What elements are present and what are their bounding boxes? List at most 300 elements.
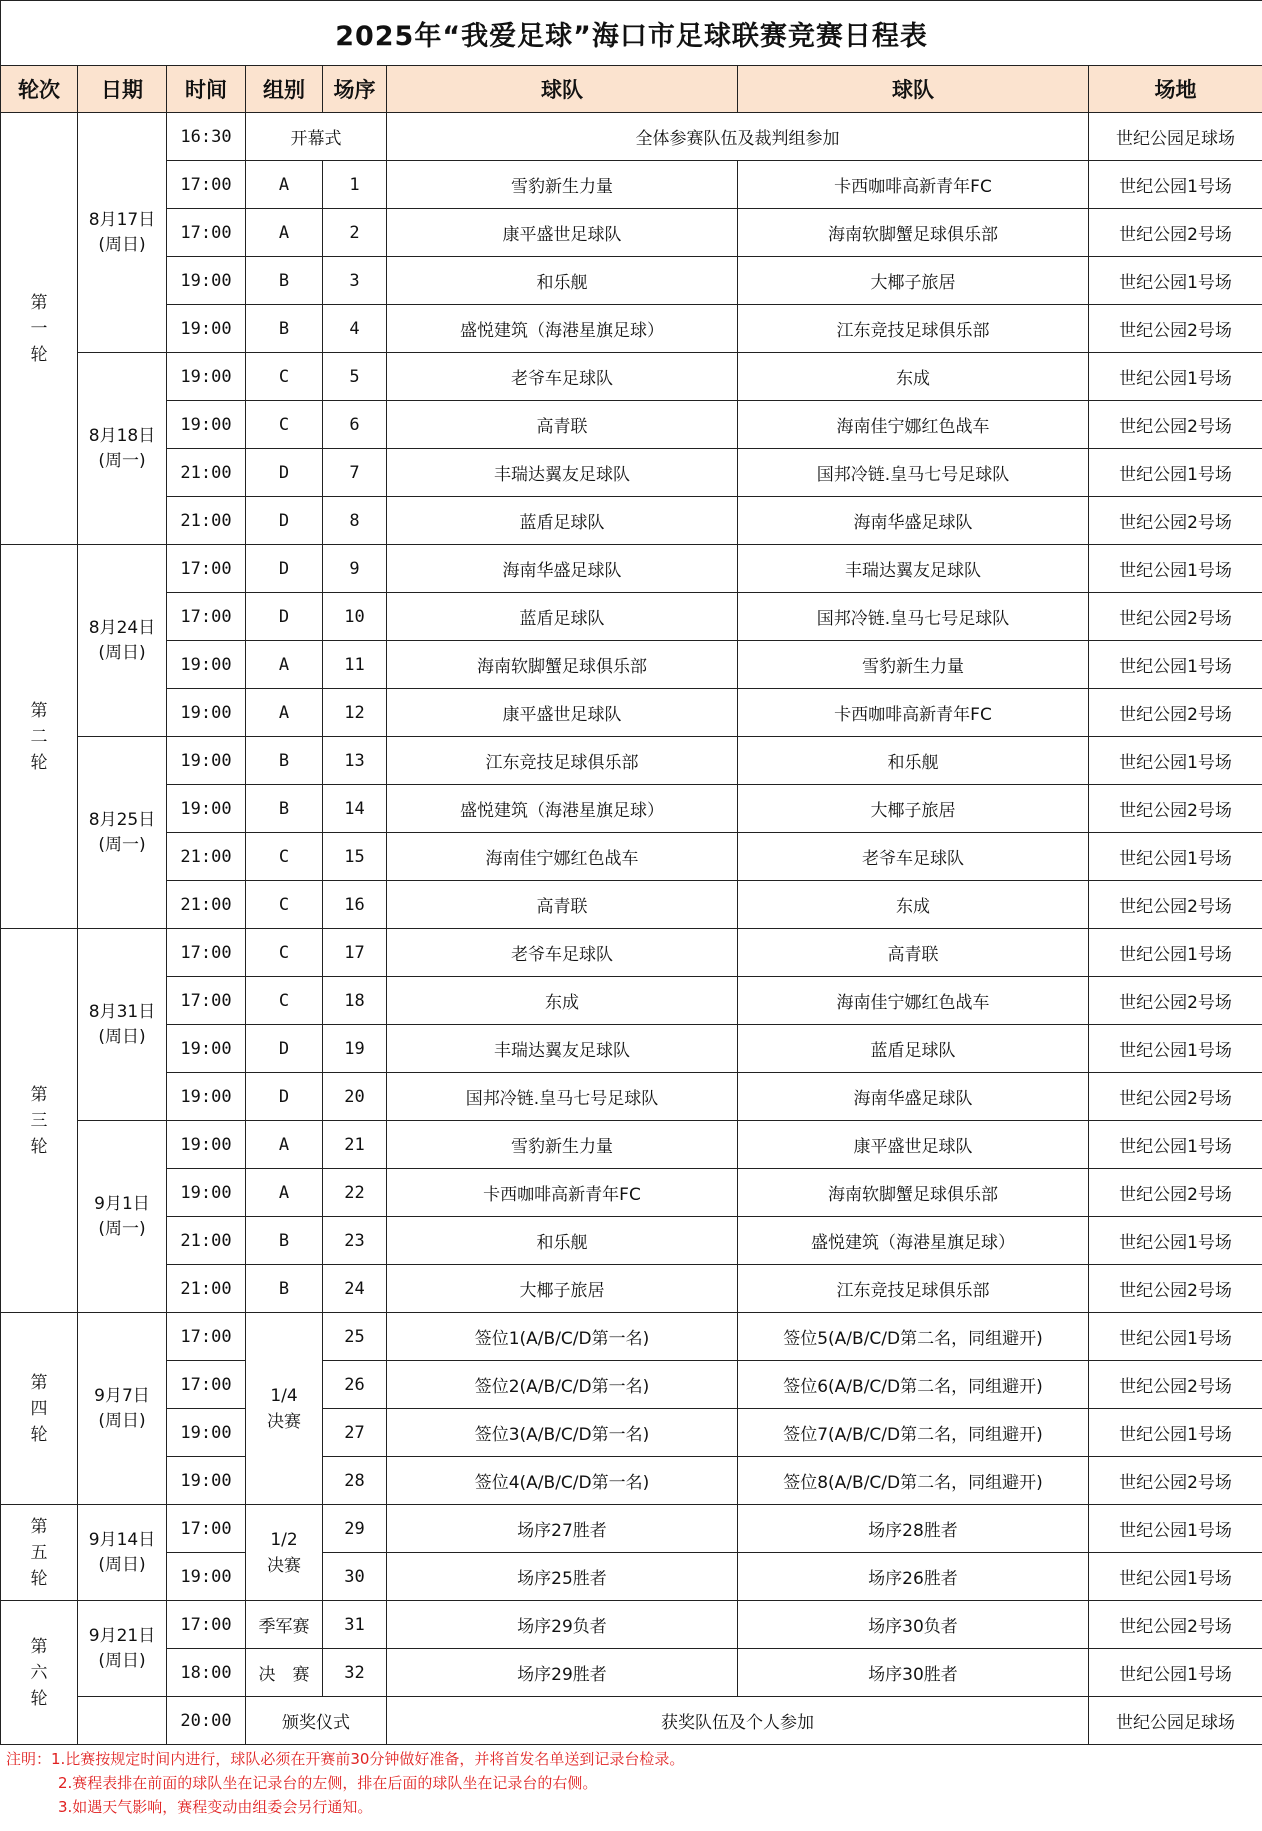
venue-cell: 世纪公园1号场 (1089, 1409, 1262, 1457)
venue-cell: 世纪公园1号场 (1089, 1025, 1262, 1073)
match-no-cell: 22 (323, 1169, 387, 1217)
round-char: 五 (30, 1542, 48, 1563)
match-no-cell: 5 (323, 353, 387, 401)
weekday-text: (周日) (98, 1650, 146, 1671)
round-char: 一 (30, 318, 48, 339)
venue-cell: 世纪公园1号场 (1089, 1553, 1262, 1601)
table-row (1, 209, 1262, 257)
event-participants: 全体参赛队伍及裁判组参加 (387, 113, 1089, 161)
round-label (1, 1313, 78, 1505)
match-no-cell: 17 (323, 929, 387, 977)
time-cell: 19:00 (167, 1073, 246, 1121)
team-b-cell: 海南华盛足球队 (738, 1073, 1089, 1121)
team-a-cell: 国邦冷链.皇马七号足球队 (387, 1073, 738, 1121)
round-label (1, 1601, 78, 1745)
match-no-cell: 28 (323, 1457, 387, 1505)
venue-cell: 世纪公园2号场 (1089, 785, 1262, 833)
table-row (1, 689, 1262, 737)
notes (0, 1747, 1262, 1819)
team-a-cell: 场序25胜者 (387, 1553, 738, 1601)
venue-cell: 世纪公园2号场 (1089, 497, 1262, 545)
venue-cell: 世纪公园2号场 (1089, 881, 1262, 929)
team-b-cell: 丰瑞达翼友足球队 (738, 545, 1089, 593)
time-cell: 21:00 (167, 1217, 246, 1265)
team-b-cell: 大椰子旅居 (738, 257, 1089, 305)
team-b-cell: 盛悦建筑（海港星旗足球） (738, 1217, 1089, 1265)
team-b-cell: 场序30负者 (738, 1601, 1089, 1649)
time-cell: 17:00 (167, 1601, 246, 1649)
note-line: 2.赛程表排在前面的球队坐在记录台的左侧，排在后面的球队坐在记录台的右侧。 (58, 1774, 598, 1792)
round-char: 轮 (30, 1136, 48, 1157)
table-row (1, 929, 1262, 977)
venue-cell: 世纪公园1号场 (1089, 1505, 1262, 1553)
team-a-cell: 蓝盾足球队 (387, 593, 738, 641)
time-cell: 21:00 (167, 1265, 246, 1313)
date-text: 8月24日 (88, 617, 156, 638)
group-cell: D (246, 545, 323, 593)
match-no-cell: 10 (323, 593, 387, 641)
venue-cell: 世纪公园1号场 (1089, 257, 1262, 305)
group-cell: B (246, 1265, 323, 1313)
team-b-cell: 江东竞技足球俱乐部 (738, 1265, 1089, 1313)
table-row (1, 257, 1262, 305)
round-char: 轮 (30, 1424, 48, 1445)
team-a-cell: 海南佳宁娜红色战车 (387, 833, 738, 881)
team-b-cell: 海南佳宁娜红色战车 (738, 401, 1089, 449)
venue-cell: 世纪公园2号场 (1089, 1601, 1262, 1649)
header-group: 组别 (246, 66, 323, 113)
time-cell: 20:00 (167, 1697, 246, 1745)
team-b-cell: 东成 (738, 881, 1089, 929)
stage-cell (246, 1505, 323, 1601)
time-cell: 17:00 (167, 161, 246, 209)
venue-cell: 世纪公园2号场 (1089, 1169, 1262, 1217)
table-row (1, 545, 1262, 593)
match-no-cell: 3 (323, 257, 387, 305)
table-row (1, 1073, 1262, 1121)
venue-cell: 世纪公园2号场 (1089, 1073, 1262, 1121)
header-match-no: 场序 (323, 66, 387, 113)
team-b-cell: 雪豹新生力量 (738, 641, 1089, 689)
table-row (1, 401, 1262, 449)
time-cell: 19:00 (167, 305, 246, 353)
team-a-cell: 蓝盾足球队 (387, 497, 738, 545)
weekday-text: (周一) (98, 1218, 146, 1239)
table-row (1, 1217, 1262, 1265)
team-b-cell: 老爷车足球队 (738, 833, 1089, 881)
table-row (1, 977, 1262, 1025)
table-row (1, 833, 1262, 881)
time-cell: 19:00 (167, 1025, 246, 1073)
weekday-text: (周日) (98, 234, 146, 255)
round-char: 第 (30, 1516, 48, 1537)
time-cell: 17:00 (167, 1313, 246, 1361)
team-a-cell: 大椰子旅居 (387, 1265, 738, 1313)
time-cell: 19:00 (167, 401, 246, 449)
team-a-cell: 签位4(A/B/C/D第一名) (387, 1457, 738, 1505)
header-row (1, 66, 1262, 113)
date-text: 8月31日 (88, 1001, 156, 1022)
table-row (1, 1265, 1262, 1313)
match-no-cell: 19 (323, 1025, 387, 1073)
group-cell: A (246, 1121, 323, 1169)
team-a-cell: 海南软脚蟹足球俱乐部 (387, 641, 738, 689)
table-row (1, 1409, 1262, 1457)
team-a-cell: 东成 (387, 977, 738, 1025)
time-cell: 21:00 (167, 497, 246, 545)
venue-cell: 世纪公园1号场 (1089, 929, 1262, 977)
date-cell (78, 1313, 167, 1505)
time-cell: 19:00 (167, 1553, 246, 1601)
team-b-cell: 大椰子旅居 (738, 785, 1089, 833)
team-b-cell: 场序28胜者 (738, 1505, 1089, 1553)
venue-cell: 世纪公园1号场 (1089, 641, 1262, 689)
group-cell: 季军赛 (246, 1601, 323, 1649)
table-row (1, 1505, 1262, 1553)
team-a-cell: 签位1(A/B/C/D第一名) (387, 1313, 738, 1361)
time-cell: 19:00 (167, 1457, 246, 1505)
time-cell: 19:00 (167, 1169, 246, 1217)
page-title: 2025年“我爱足球”海口市足球联赛竞赛日程表 (1, 1, 1262, 66)
time-cell: 16:30 (167, 113, 246, 161)
round-char: 第 (30, 1084, 48, 1105)
team-b-cell: 和乐舰 (738, 737, 1089, 785)
stage-text-bottom: 决赛 (267, 1411, 301, 1432)
time-cell: 17:00 (167, 209, 246, 257)
table-row (1, 881, 1262, 929)
team-a-cell: 签位2(A/B/C/D第一名) (387, 1361, 738, 1409)
round-char: 轮 (30, 752, 48, 773)
table-row-opening (1, 113, 1262, 161)
match-no-cell: 27 (323, 1409, 387, 1457)
group-cell: D (246, 497, 323, 545)
header-date: 日期 (78, 66, 167, 113)
date-cell (78, 929, 167, 1121)
team-a-cell: 和乐舰 (387, 257, 738, 305)
match-no-cell: 30 (323, 1553, 387, 1601)
venue-cell: 世纪公园1号场 (1089, 545, 1262, 593)
group-cell: A (246, 1169, 323, 1217)
time-cell: 19:00 (167, 785, 246, 833)
team-a-cell: 老爷车足球队 (387, 929, 738, 977)
date-cell (78, 113, 167, 353)
team-b-cell: 签位7(A/B/C/D第二名，同组避开) (738, 1409, 1089, 1457)
match-no-cell: 15 (323, 833, 387, 881)
match-no-cell: 29 (323, 1505, 387, 1553)
table-row-ceremony (1, 1697, 1262, 1745)
note-line: 3.如遇天气影响，赛程变动由组委会另行通知。 (58, 1798, 373, 1816)
header-round: 轮次 (1, 66, 78, 113)
venue-cell: 世纪公园1号场 (1089, 1649, 1262, 1697)
team-b-cell: 签位5(A/B/C/D第二名，同组避开) (738, 1313, 1089, 1361)
time-cell: 17:00 (167, 977, 246, 1025)
group-cell: B (246, 785, 323, 833)
date-text: 8月17日 (88, 209, 156, 230)
time-cell: 21:00 (167, 881, 246, 929)
venue-cell: 世纪公园1号场 (1089, 737, 1262, 785)
header-venue: 场地 (1089, 66, 1262, 113)
team-b-cell: 卡西咖啡高新青年FC (738, 689, 1089, 737)
round-char: 第 (30, 1636, 48, 1657)
table-row (1, 1649, 1262, 1697)
group-cell: C (246, 881, 323, 929)
date-cell (78, 1121, 167, 1313)
team-a-cell: 场序29负者 (387, 1601, 738, 1649)
team-b-cell: 签位6(A/B/C/D第二名，同组避开) (738, 1361, 1089, 1409)
team-a-cell: 雪豹新生力量 (387, 1121, 738, 1169)
match-no-cell: 13 (323, 737, 387, 785)
team-b-cell: 卡西咖啡高新青年FC (738, 161, 1089, 209)
group-cell: A (246, 689, 323, 737)
match-no-cell: 8 (323, 497, 387, 545)
match-no-cell: 26 (323, 1361, 387, 1409)
team-a-cell: 场序29胜者 (387, 1649, 738, 1697)
venue-cell: 世纪公园1号场 (1089, 1217, 1262, 1265)
group-cell: 决 赛 (246, 1649, 323, 1697)
match-no-cell: 14 (323, 785, 387, 833)
round-char: 四 (30, 1398, 48, 1419)
group-cell: D (246, 1073, 323, 1121)
stage-text-top: 1/4 (270, 1385, 298, 1406)
date-cell (78, 353, 167, 545)
match-no-cell: 23 (323, 1217, 387, 1265)
venue-cell: 世纪公园2号场 (1089, 1457, 1262, 1505)
match-no-cell: 31 (323, 1601, 387, 1649)
match-no-cell: 16 (323, 881, 387, 929)
table-row (1, 1025, 1262, 1073)
group-cell: C (246, 929, 323, 977)
team-b-cell: 海南华盛足球队 (738, 497, 1089, 545)
team-a-cell: 康平盛世足球队 (387, 209, 738, 257)
group-cell: B (246, 257, 323, 305)
date-cell (78, 737, 167, 929)
round-char: 轮 (30, 1688, 48, 1709)
round-label (1, 1505, 78, 1601)
table-row (1, 497, 1262, 545)
group-cell: A (246, 641, 323, 689)
venue-cell: 世纪公园1号场 (1089, 161, 1262, 209)
team-b-cell: 东成 (738, 353, 1089, 401)
time-cell: 21:00 (167, 449, 246, 497)
match-no-cell: 7 (323, 449, 387, 497)
venue-cell: 世纪公园2号场 (1089, 305, 1262, 353)
team-b-cell: 蓝盾足球队 (738, 1025, 1089, 1073)
date-text: 9月21日 (88, 1625, 156, 1646)
round-label (1, 113, 78, 545)
table-row (1, 1601, 1262, 1649)
round-char: 轮 (30, 344, 48, 365)
table-row (1, 1457, 1262, 1505)
team-a-cell: 丰瑞达翼友足球队 (387, 449, 738, 497)
weekday-text: (周日) (98, 1554, 146, 1575)
note-line: 注明：1.比赛按规定时间内进行，球队必须在开赛前30分钟做好准备，并将首发名单送到记录台检录。 (6, 1750, 685, 1768)
round-label (1, 929, 78, 1313)
team-a-cell: 康平盛世足球队 (387, 689, 738, 737)
table-row (1, 785, 1262, 833)
time-cell: 19:00 (167, 1121, 246, 1169)
venue-cell: 世纪公园足球场 (1089, 113, 1262, 161)
match-no-cell: 32 (323, 1649, 387, 1697)
table-row (1, 1313, 1262, 1361)
venue-cell: 世纪公园2号场 (1089, 977, 1262, 1025)
time-cell: 19:00 (167, 257, 246, 305)
team-a-cell: 盛悦建筑（海港星旗足球） (387, 785, 738, 833)
round-char: 轮 (30, 1568, 48, 1589)
table-row (1, 1121, 1262, 1169)
time-cell: 19:00 (167, 737, 246, 785)
header-team-b: 球队 (738, 66, 1089, 113)
date-text: 9月1日 (94, 1193, 150, 1214)
team-a-cell: 丰瑞达翼友足球队 (387, 1025, 738, 1073)
group-cell: C (246, 977, 323, 1025)
stage-text-bottom: 决赛 (267, 1555, 301, 1576)
weekday-text: (周日) (98, 642, 146, 663)
team-a-cell: 江东竞技足球俱乐部 (387, 737, 738, 785)
team-a-cell: 高青联 (387, 881, 738, 929)
match-no-cell: 1 (323, 161, 387, 209)
table-row (1, 593, 1262, 641)
header-time: 时间 (167, 66, 246, 113)
match-no-cell: 6 (323, 401, 387, 449)
table-row (1, 305, 1262, 353)
team-b-cell: 海南软脚蟹足球俱乐部 (738, 1169, 1089, 1217)
table-row (1, 353, 1262, 401)
date-text: 8月18日 (88, 425, 156, 446)
venue-cell: 世纪公园1号场 (1089, 1121, 1262, 1169)
weekday-text: (周日) (98, 1026, 146, 1047)
venue-cell: 世纪公园1号场 (1089, 353, 1262, 401)
venue-cell: 世纪公园1号场 (1089, 449, 1262, 497)
time-cell: 19:00 (167, 353, 246, 401)
venue-cell: 世纪公园2号场 (1089, 1361, 1262, 1409)
team-b-cell: 国邦冷链.皇马七号足球队 (738, 593, 1089, 641)
table-row (1, 641, 1262, 689)
time-cell: 19:00 (167, 1409, 246, 1457)
time-cell: 21:00 (167, 833, 246, 881)
group-cell: A (246, 209, 323, 257)
team-b-cell: 签位8(A/B/C/D第二名，同组避开) (738, 1457, 1089, 1505)
group-cell: D (246, 1025, 323, 1073)
time-cell: 18:00 (167, 1649, 246, 1697)
match-no-cell: 18 (323, 977, 387, 1025)
team-a-cell: 卡西咖啡高新青年FC (387, 1169, 738, 1217)
time-cell: 19:00 (167, 641, 246, 689)
event-label: 颁奖仪式 (246, 1697, 387, 1745)
team-a-cell: 雪豹新生力量 (387, 161, 738, 209)
team-b-cell: 场序30胜者 (738, 1649, 1089, 1697)
team-b-cell: 场序26胜者 (738, 1553, 1089, 1601)
team-b-cell: 江东竞技足球俱乐部 (738, 305, 1089, 353)
weekday-text: (周一) (98, 834, 146, 855)
group-cell: B (246, 1217, 323, 1265)
time-cell: 17:00 (167, 1361, 246, 1409)
group-cell: C (246, 833, 323, 881)
team-a-cell: 和乐舰 (387, 1217, 738, 1265)
group-cell: A (246, 161, 323, 209)
round-char: 第 (30, 1372, 48, 1393)
time-cell: 17:00 (167, 929, 246, 977)
venue-cell: 世纪公园足球场 (1089, 1697, 1262, 1745)
match-no-cell: 12 (323, 689, 387, 737)
event-participants: 获奖队伍及个人参加 (387, 1697, 1089, 1745)
team-a-cell: 海南华盛足球队 (387, 545, 738, 593)
team-a-cell: 老爷车足球队 (387, 353, 738, 401)
date-cell (78, 1505, 167, 1601)
date-text: 9月14日 (88, 1529, 156, 1550)
match-no-cell: 9 (323, 545, 387, 593)
match-no-cell: 25 (323, 1313, 387, 1361)
venue-cell: 世纪公园2号场 (1089, 1265, 1262, 1313)
table-row (1, 737, 1262, 785)
match-no-cell: 2 (323, 209, 387, 257)
time-cell: 17:00 (167, 545, 246, 593)
stage-cell (246, 1313, 323, 1505)
group-cell: C (246, 353, 323, 401)
venue-cell: 世纪公园2号场 (1089, 593, 1262, 641)
round-char: 二 (30, 726, 48, 747)
table-row (1, 449, 1262, 497)
round-char: 三 (30, 1110, 48, 1131)
round-label (1, 545, 78, 929)
match-no-cell: 11 (323, 641, 387, 689)
team-b-cell: 康平盛世足球队 (738, 1121, 1089, 1169)
header-team-a: 球队 (387, 66, 738, 113)
team-b-cell: 国邦冷链.皇马七号足球队 (738, 449, 1089, 497)
group-cell: B (246, 737, 323, 785)
team-a-cell: 场序27胜者 (387, 1505, 738, 1553)
match-no-cell: 24 (323, 1265, 387, 1313)
venue-cell: 世纪公园2号场 (1089, 689, 1262, 737)
event-label: 开幕式 (246, 113, 387, 161)
group-cell: D (246, 593, 323, 641)
group-cell: C (246, 401, 323, 449)
date-text: 8月25日 (88, 809, 156, 830)
match-no-cell: 4 (323, 305, 387, 353)
group-cell: D (246, 449, 323, 497)
date-cell (78, 1601, 167, 1697)
weekday-text: (周一) (98, 450, 146, 471)
time-cell: 19:00 (167, 689, 246, 737)
time-cell: 17:00 (167, 593, 246, 641)
table-row (1, 161, 1262, 209)
round-char: 六 (30, 1662, 48, 1683)
round-char: 第 (30, 700, 48, 721)
match-no-cell: 21 (323, 1121, 387, 1169)
team-a-cell: 签位3(A/B/C/D第一名) (387, 1409, 738, 1457)
team-a-cell: 高青联 (387, 401, 738, 449)
empty-date-cell (78, 1697, 167, 1745)
weekday-text: (周日) (98, 1410, 146, 1431)
group-cell: B (246, 305, 323, 353)
team-b-cell: 海南软脚蟹足球俱乐部 (738, 209, 1089, 257)
match-no-cell: 20 (323, 1073, 387, 1121)
date-text: 9月7日 (94, 1385, 150, 1406)
venue-cell: 世纪公园1号场 (1089, 1313, 1262, 1361)
team-b-cell: 海南佳宁娜红色战车 (738, 977, 1089, 1025)
team-b-cell: 高青联 (738, 929, 1089, 977)
table-row (1, 1361, 1262, 1409)
venue-cell: 世纪公园2号场 (1089, 209, 1262, 257)
table-row (1, 1169, 1262, 1217)
date-cell (78, 545, 167, 737)
table-row (1, 1553, 1262, 1601)
venue-cell: 世纪公园2号场 (1089, 401, 1262, 449)
time-cell: 17:00 (167, 1505, 246, 1553)
round-char: 第 (30, 292, 48, 313)
stage-text-top: 1/2 (270, 1529, 298, 1550)
team-a-cell: 盛悦建筑（海港星旗足球） (387, 305, 738, 353)
venue-cell: 世纪公园1号场 (1089, 833, 1262, 881)
